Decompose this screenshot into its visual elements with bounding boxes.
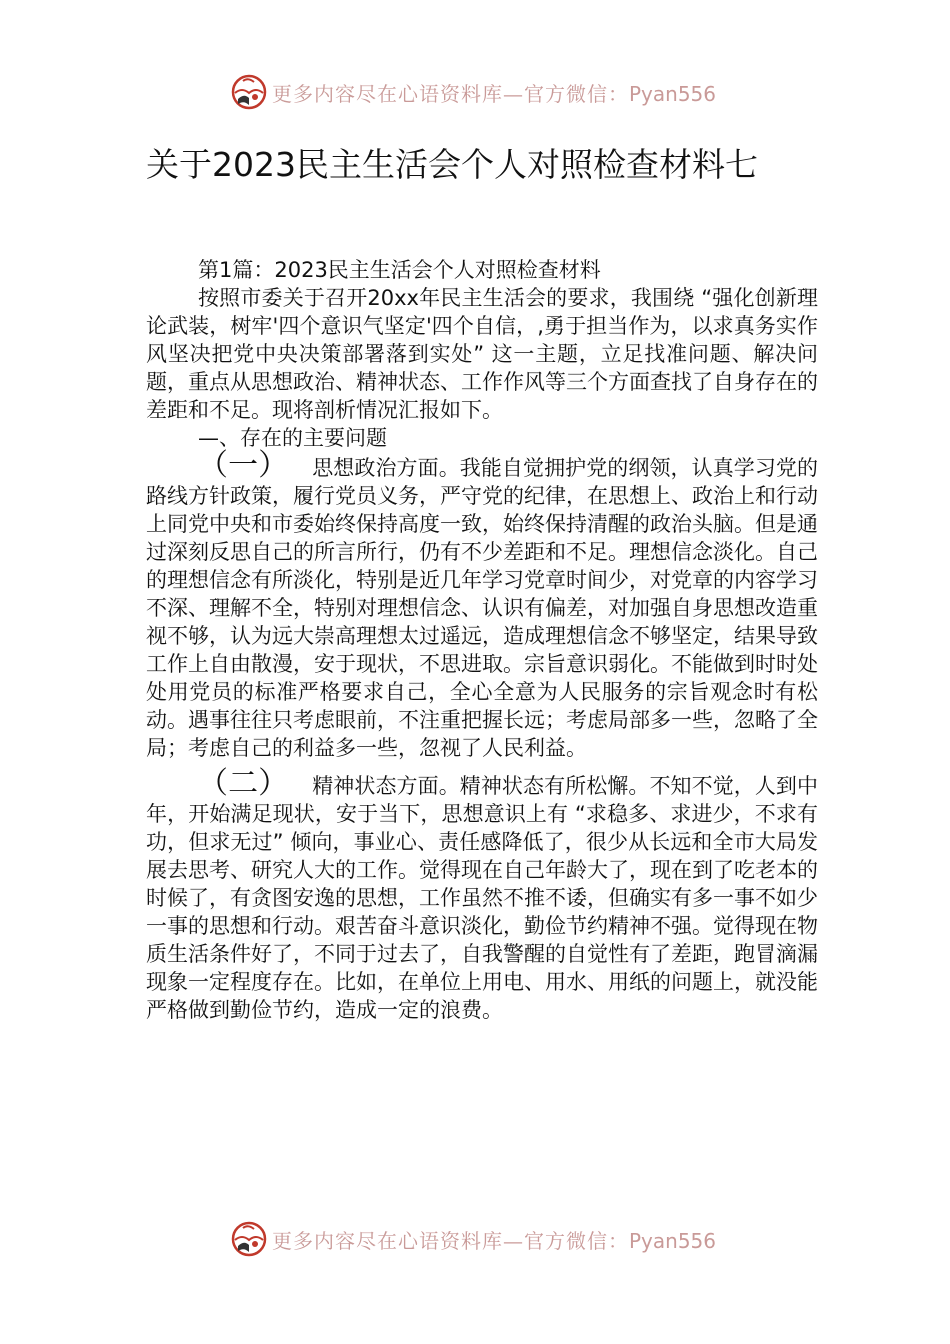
section-number-2: （二） [198,766,289,801]
wechat-id: Pyan556 [629,81,717,106]
section-paragraph-2 [146,766,819,1024]
watermark-text: 更多内容尽在心语资料库—官方微信：Pyan556 [272,1228,717,1253]
section-heading: —、存在的主要问题 [198,426,387,450]
section-text-1: 思想政治方面。我能自觉拥护党的纲领，认真学习党的路线方针政策，履行党员义务，严守党的纪律，在思想上、政治上和行动上同党中央和市委始终保持高度一致，始终保持清醒的政治头脑。但是通过深刻反思自己的所言所行，仍有不少差距和不足。理想信念淡化。自己的理想信念有所淡化，特别是近几年学习党章时间少，对党章的内容学习不深、理解不全，特别对理想信念、认识有偏差，对加强自身思想改造重视不够，认为远大崇高理想太过遥远，造成理想信念不够坚定，结果导致工作上自由散漫，安于现状，不思进取。宗旨意识弱化。不能做到时时处处用党员的标准严格要求自己，全心全意为人民服务的宗旨观念时有松动。遇事往往只考虑眼前，不注重把握长远；考虑局部多一些，忽略了全局；考虑自己的利益多一些，忽视了人民利益。 [146,456,819,760]
document-title: 关于2023民主生活会个人对照检查材料七 [146,145,758,184]
watermark-text: 更多内容尽在心语资料库—官方微信：Pyan556 [272,81,717,106]
section-text-2: 精神状态方面。精神状态有所松懈。不知不觉，人到中年，开始满足现状，安于当下，思想意识上有 “求稳多、求进少，不求有功，但求无过” 倾向，事业心、责任感降低了，很少从长远和全市大局发展去思考、研究人大的工作。觉得现在自己年龄大了，现在到了吃老本的时候了，有贪图安逸的思想，工作虽然不推不诿，但确实有多一事不如少一事的思想和行动。艰苦奋斗意识淡化，勤俭节约精神不强。觉得现在物质生活条件好了，不同于过去了，自我警醒的自觉性有了差距，跑冒滴漏现象一定程度存在。比如，在单位上用电、用水、用纸的问题上，就没能严格做到勤俭节约，造成一定的浪费。 [146,774,819,1022]
wechat-id: Pyan556 [629,1228,717,1253]
section-number-1: （一） [198,448,289,483]
intro-paragraph: 按照市委关于召开20xx年民主生活会的要求，我围绕 “强化创新理论武装，树牢'四个意识气坚定'四个自信，,勇于担当作为，以求真务实作风坚决把党中央决策部署落到实处” 这一主题，立足找准问题、解决问题，重点从思想政治、精神状态、工作作风等三个方面查找了自身存在的差距和不足。现将剖析情况汇报如下。 [146,286,818,422]
book-logo-icon [230,73,268,111]
book-logo-icon [230,1220,268,1258]
watermark-banner-top [230,72,750,112]
watermark-banner-bottom [230,1219,750,1259]
section-paragraph-1 [146,448,819,762]
document-body [146,256,818,1024]
subtitle: 第1篇：2023民主生活会个人对照检查材料 [198,258,601,282]
